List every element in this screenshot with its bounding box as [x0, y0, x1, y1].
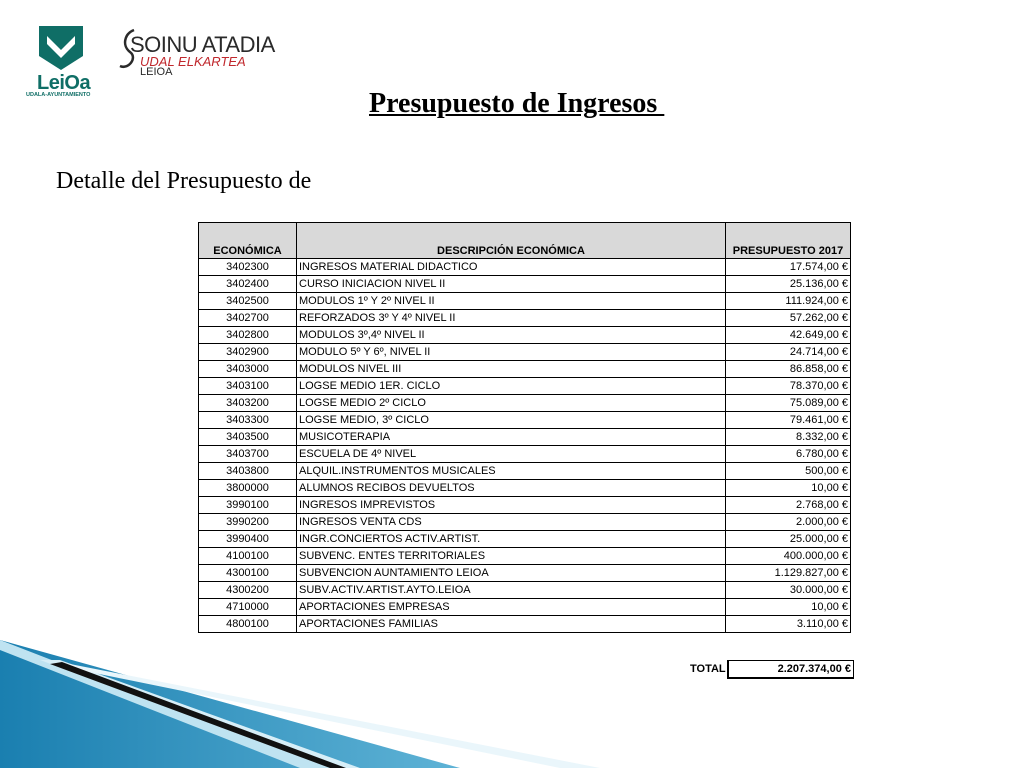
table-row — [199, 480, 851, 497]
cell-description: LOGSE MEDIO, 3º CICLO — [297, 412, 726, 429]
budget-table-body — [199, 259, 851, 633]
cell-code: 3800000 — [199, 480, 297, 497]
page-subtitle: Detalle del Presupuesto de — [56, 168, 312, 194]
cell-code: 3403200 — [199, 395, 297, 412]
table-row — [199, 548, 851, 565]
cell-description: ALQUIL.INSTRUMENTOS MUSICALES — [297, 463, 726, 480]
cell-amount: 78.370,00 € — [726, 378, 851, 395]
table-row — [199, 293, 851, 310]
cell-description: INGRESOS MATERIAL DIDACTICO — [297, 259, 726, 276]
cell-code: 3402700 — [199, 310, 297, 327]
cell-amount: 17.574,00 € — [726, 259, 851, 276]
table-row — [199, 531, 851, 548]
cell-description: APORTACIONES FAMILIAS — [297, 616, 726, 633]
cell-amount: 10,00 € — [726, 480, 851, 497]
cell-amount: 42.649,00 € — [726, 327, 851, 344]
cell-code: 3402900 — [199, 344, 297, 361]
cell-description: INGRESOS VENTA CDS — [297, 514, 726, 531]
cell-code: 3403100 — [199, 378, 297, 395]
cell-description: MODULOS NIVEL III — [297, 361, 726, 378]
header-economica: ECONÓMICA — [199, 223, 297, 259]
cell-description: LOGSE MEDIO 1ER. CICLO — [297, 378, 726, 395]
cell-code: 3402300 — [199, 259, 297, 276]
cell-code: 3403300 — [199, 412, 297, 429]
cell-code: 4300200 — [199, 582, 297, 599]
cell-code: 3402800 — [199, 327, 297, 344]
table-row — [199, 412, 851, 429]
table-row — [199, 276, 851, 293]
cell-amount: 57.262,00 € — [726, 310, 851, 327]
table-header-row — [199, 223, 851, 259]
table-row — [199, 463, 851, 480]
table-row — [199, 378, 851, 395]
cell-description: LOGSE MEDIO 2º CICLO — [297, 395, 726, 412]
cell-code: 3403000 — [199, 361, 297, 378]
table-row — [199, 259, 851, 276]
cell-description: MODULOS 1º Y 2º NIVEL II — [297, 293, 726, 310]
cell-code: 3403800 — [199, 463, 297, 480]
cell-amount: 25.000,00 € — [726, 531, 851, 548]
cell-amount: 24.714,00 € — [726, 344, 851, 361]
header-presupuesto: PRESUPUESTO 2017 — [726, 223, 851, 259]
soinu-logo-line3: LEIOA — [140, 66, 173, 78]
leioa-logo-subtitle: UDALA-AYUNTAMIENTO — [26, 92, 91, 98]
cell-amount: 6.780,00 € — [726, 446, 851, 463]
cell-amount: 10,00 € — [726, 599, 851, 616]
table-row — [199, 514, 851, 531]
table-row — [199, 344, 851, 361]
cell-amount: 2.000,00 € — [726, 514, 851, 531]
table-row — [199, 565, 851, 582]
soinu-logo-line2: UDAL ELKARTEA — [140, 54, 246, 69]
cell-code: 4100100 — [199, 548, 297, 565]
table-row — [199, 599, 851, 616]
cell-code: 3990400 — [199, 531, 297, 548]
table-row — [199, 429, 851, 446]
cell-amount: 86.858,00 € — [726, 361, 851, 378]
cell-description: SUBVENCION AUNTAMIENTO LEIOA — [297, 565, 726, 582]
cell-amount: 3.110,00 € — [726, 616, 851, 633]
cell-amount: 2.768,00 € — [726, 497, 851, 514]
table-row — [199, 395, 851, 412]
cell-description: SUBV.ACTIV.ARTIST.AYTO.LEIOA — [297, 582, 726, 599]
cell-amount: 400.000,00 € — [726, 548, 851, 565]
cell-code: 3403500 — [199, 429, 297, 446]
soinu-logo-line1: SOINU ATADIA — [130, 32, 275, 57]
table-row — [199, 310, 851, 327]
cell-code: 4800100 — [199, 616, 297, 633]
cell-description: SUBVENC. ENTES TERRITORIALES — [297, 548, 726, 565]
table-row — [199, 361, 851, 378]
leioa-logo — [26, 26, 96, 98]
cell-amount: 30.000,00 € — [726, 582, 851, 599]
leioa-logo-word: LeiOa — [37, 72, 91, 94]
cell-description: ESCUELA DE 4º NIVEL — [297, 446, 726, 463]
cell-description: REFORZADOS 3º Y 4º NIVEL II — [297, 310, 726, 327]
page-title: Presupuesto de Ingresos — [369, 88, 665, 119]
table-row — [199, 497, 851, 514]
cell-code: 3403700 — [199, 446, 297, 463]
soinu-atadia-logo — [116, 26, 276, 82]
cell-description: CURSO INICIACION NIVEL II — [297, 276, 726, 293]
cell-amount: 75.089,00 € — [726, 395, 851, 412]
cell-amount: 500,00 € — [726, 463, 851, 480]
table-row — [199, 446, 851, 463]
cell-code: 4710000 — [199, 599, 297, 616]
cell-code: 3990100 — [199, 497, 297, 514]
cell-description: MODULOS 3º,4º NIVEL II — [297, 327, 726, 344]
cell-description: INGRESOS IMPREVISTOS — [297, 497, 726, 514]
table-row — [199, 616, 851, 633]
table-row — [199, 582, 851, 599]
cell-code: 3402400 — [199, 276, 297, 293]
cell-amount: 1.129.827,00 € — [726, 565, 851, 582]
cell-amount: 111.924,00 € — [726, 293, 851, 310]
cell-amount: 8.332,00 € — [726, 429, 851, 446]
cell-amount: 25.136,00 € — [726, 276, 851, 293]
cell-description: MUSICOTERAPIA — [297, 429, 726, 446]
cell-description: INGR.CONCIERTOS ACTIV.ARTIST. — [297, 531, 726, 548]
total-label: TOTAL — [690, 663, 726, 675]
cell-code: 4300100 — [199, 565, 297, 582]
leioa-emblem-icon — [39, 26, 83, 70]
total-value: 2.207.374,00 € — [727, 660, 854, 679]
budget-table — [198, 222, 851, 633]
decorative-stripes — [0, 640, 1024, 768]
cell-description: APORTACIONES EMPRESAS — [297, 599, 726, 616]
cell-code: 3990200 — [199, 514, 297, 531]
cell-description: MODULO 5º Y 6º, NIVEL II — [297, 344, 726, 361]
header-descripcion: DESCRIPCIÓN ECONÓMICA — [297, 223, 726, 259]
cell-amount: 79.461,00 € — [726, 412, 851, 429]
cell-code: 3402500 — [199, 293, 297, 310]
cell-description: ALUMNOS RECIBOS DEVUELTOS — [297, 480, 726, 497]
table-row — [199, 327, 851, 344]
